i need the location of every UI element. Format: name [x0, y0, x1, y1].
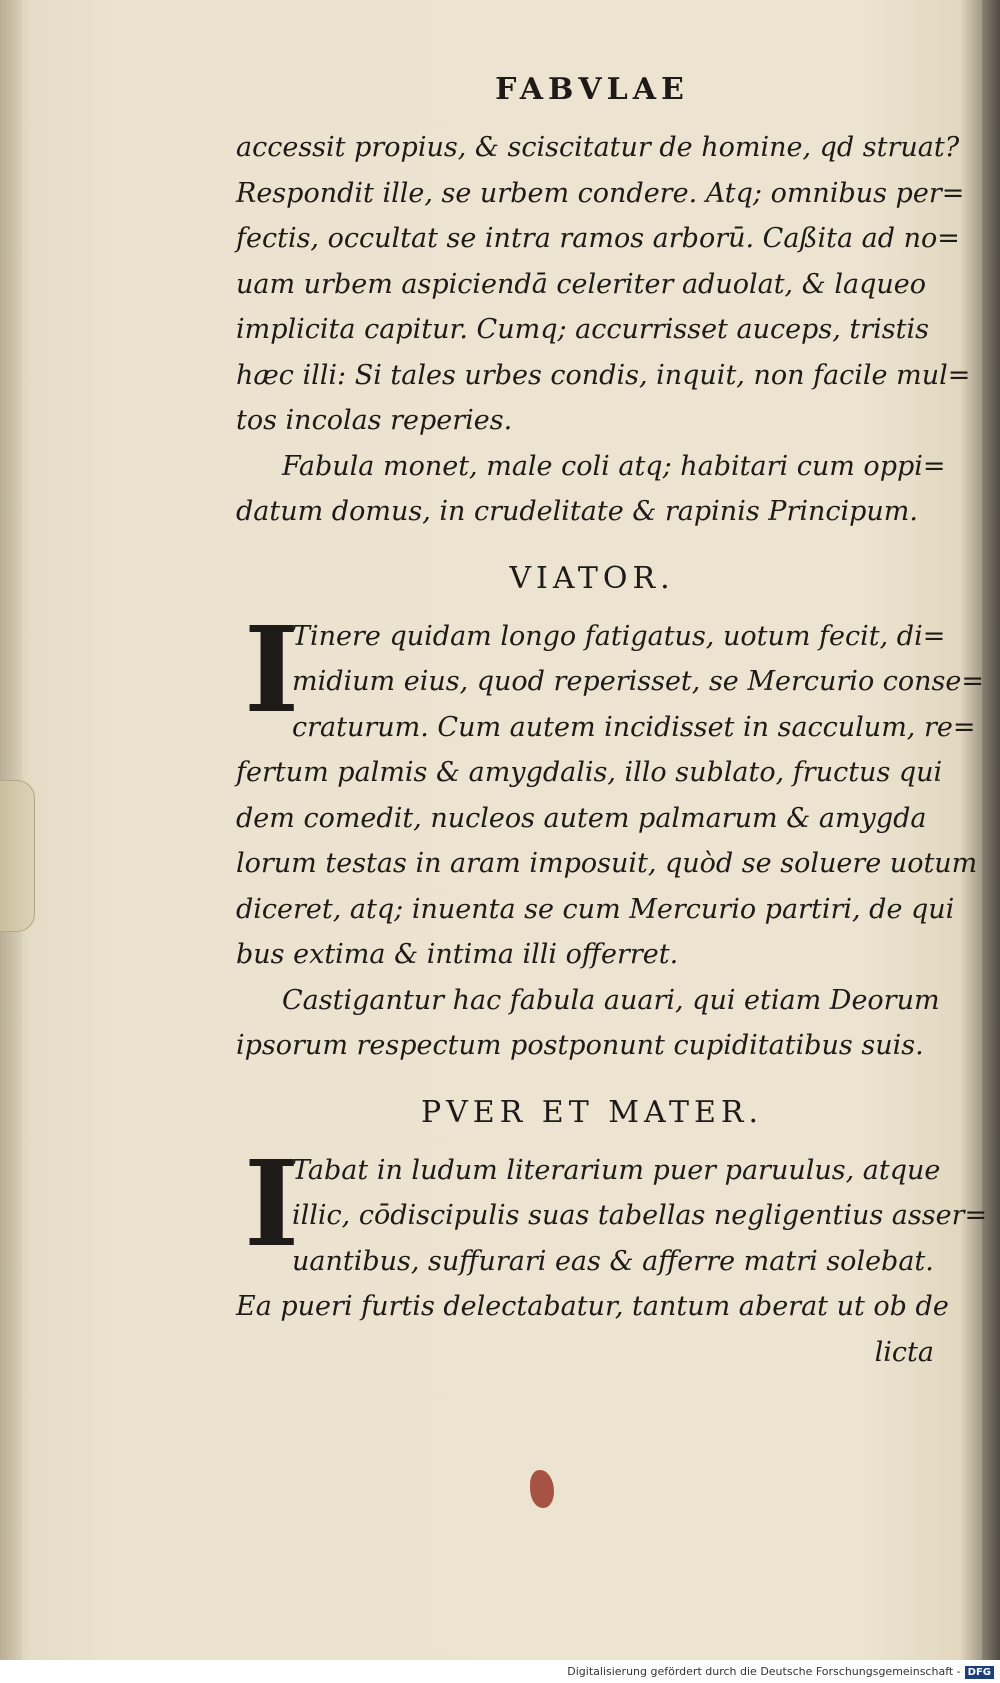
fable3-body: [236, 1133, 988, 1376]
text-line: tos incolas reperies.: [236, 405, 513, 436]
running-head: FABVLAE: [495, 72, 689, 107]
page-edge-shadow: [982, 0, 1000, 1660]
fable2-body: [236, 599, 985, 978]
drop-cap: I: [244, 599, 300, 739]
text-line: Castigantur hac fabula auari, qui etiam Deorum: [282, 984, 940, 1016]
text-line: uam urbem aspiciendā celeriter aduolat, & laqueo: [236, 268, 926, 300]
text-line: fectis, occultat se intra ramos arborū. Caßita ad no=: [236, 223, 960, 254]
footer-credit: Digitalisierung gefördert durch die Deutsche Forschungsgemeinschaft -: [567, 1665, 961, 1678]
fable1-body: [236, 125, 971, 444]
text-line: datum domus, in crudelitate & rapinis Principum.: [236, 496, 918, 527]
ink-stain: [530, 1470, 554, 1508]
text-line: uantibus, suffurari eas & afferre matri solebat.: [292, 1245, 934, 1277]
text-line: fertum palmis & amygdalis, illo sublato, fructus qui: [236, 757, 943, 788]
text-line: lorum testas in aram imposuit, quòd se soluere uotum: [236, 848, 978, 879]
text-line: ipsorum respectum postponunt cupiditatibus suis.: [236, 1030, 924, 1061]
text-line: implicita capitur. Cumq; accurrisset auceps, tristis: [236, 314, 929, 345]
text-line: bus extima & intima illi offerret.: [236, 939, 679, 970]
catchword: licta: [874, 1336, 934, 1368]
fable2-moral: [236, 978, 948, 1069]
page-tab-marker: [0, 780, 35, 932]
fable1-moral: [236, 444, 948, 535]
text-line: Fabula monet, male coli atq; habitari cum oppi=: [282, 450, 946, 482]
text-line: hæc illi: Si tales urbes condis, inquit, non facile mul=: [236, 359, 971, 391]
text-line: craturum. Cum autem incidisset in sacculum, re=: [292, 711, 976, 743]
text-line: diceret, atq; inuenta se cum Mercurio partiri, de qui: [236, 893, 955, 925]
page-text: [236, 62, 988, 1375]
drop-cap: I: [244, 1133, 300, 1273]
text-line: midium eius, quod reperisset, se Mercurio conse=: [292, 666, 985, 697]
text-line: accessit propius, & sciscitatur de homine, qd struat?: [236, 132, 960, 163]
text-line: dem comedit, nucleos autem palmarum & amygda: [236, 802, 927, 834]
text-line: illic, cōdiscipulis suas tabellas negligentius asser=: [292, 1200, 988, 1231]
text-line: Tinere quidam longo fatigatus, uotum fecit, di=: [292, 620, 946, 652]
dfg-logo: DFG: [965, 1666, 994, 1679]
fable-title-puer-et-mater: PVER ET MATER.: [420, 1094, 764, 1130]
text-line: Ea pueri furtis delectabatur, tantum aberat ut ob de: [236, 1291, 949, 1322]
text-line: Tabat in ludum literarium puer paruulus, atque: [292, 1154, 941, 1186]
text-line: Respondit ille, se urbem condere. Atq; omnibus per=: [236, 177, 965, 209]
digitization-footer: [0, 1660, 1000, 1683]
fable-title-viator: VIATOR.: [509, 560, 675, 596]
